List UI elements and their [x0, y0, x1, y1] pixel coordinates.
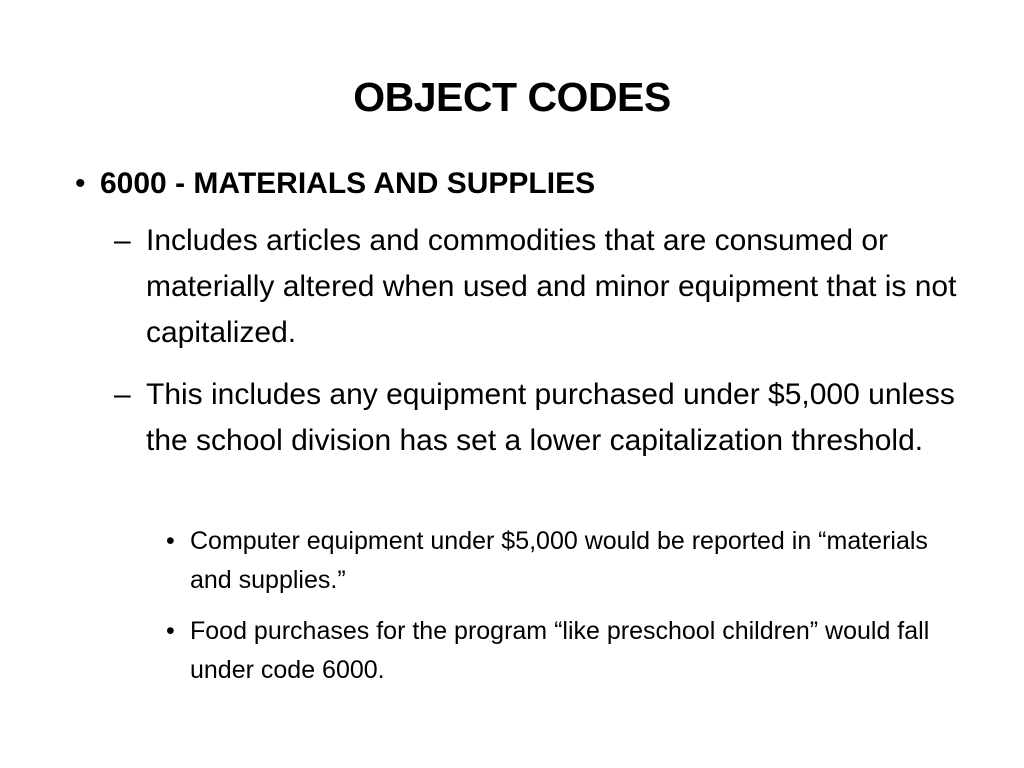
- bullet-marker: •: [166, 527, 175, 555]
- bullet-level1-heading: 6000 - MATERIALS AND SUPPLIES: [100, 167, 596, 200]
- bullet-marker: •: [75, 167, 86, 200]
- dash-marker: –: [114, 224, 131, 257]
- bullet-level3-item: Computer equipment under $5,000 would be reported in “materials and supplies.”: [190, 527, 928, 594]
- bullet-level3-item: Food purchases for the program “like preschool children” would fall under code 6000.: [190, 617, 930, 684]
- slide-title: OBJECT CODES: [353, 74, 671, 120]
- bullet-marker: •: [166, 617, 175, 645]
- bullet-level2-item: This includes any equipment purchased under $5,000 unless the school division has set a lower capitalization threshold.: [146, 378, 955, 457]
- dash-marker: –: [114, 378, 131, 411]
- bullet-level2-item: Includes articles and commodities that are consumed or materially altered when used and minor equipment that is not capitalized.: [146, 224, 957, 349]
